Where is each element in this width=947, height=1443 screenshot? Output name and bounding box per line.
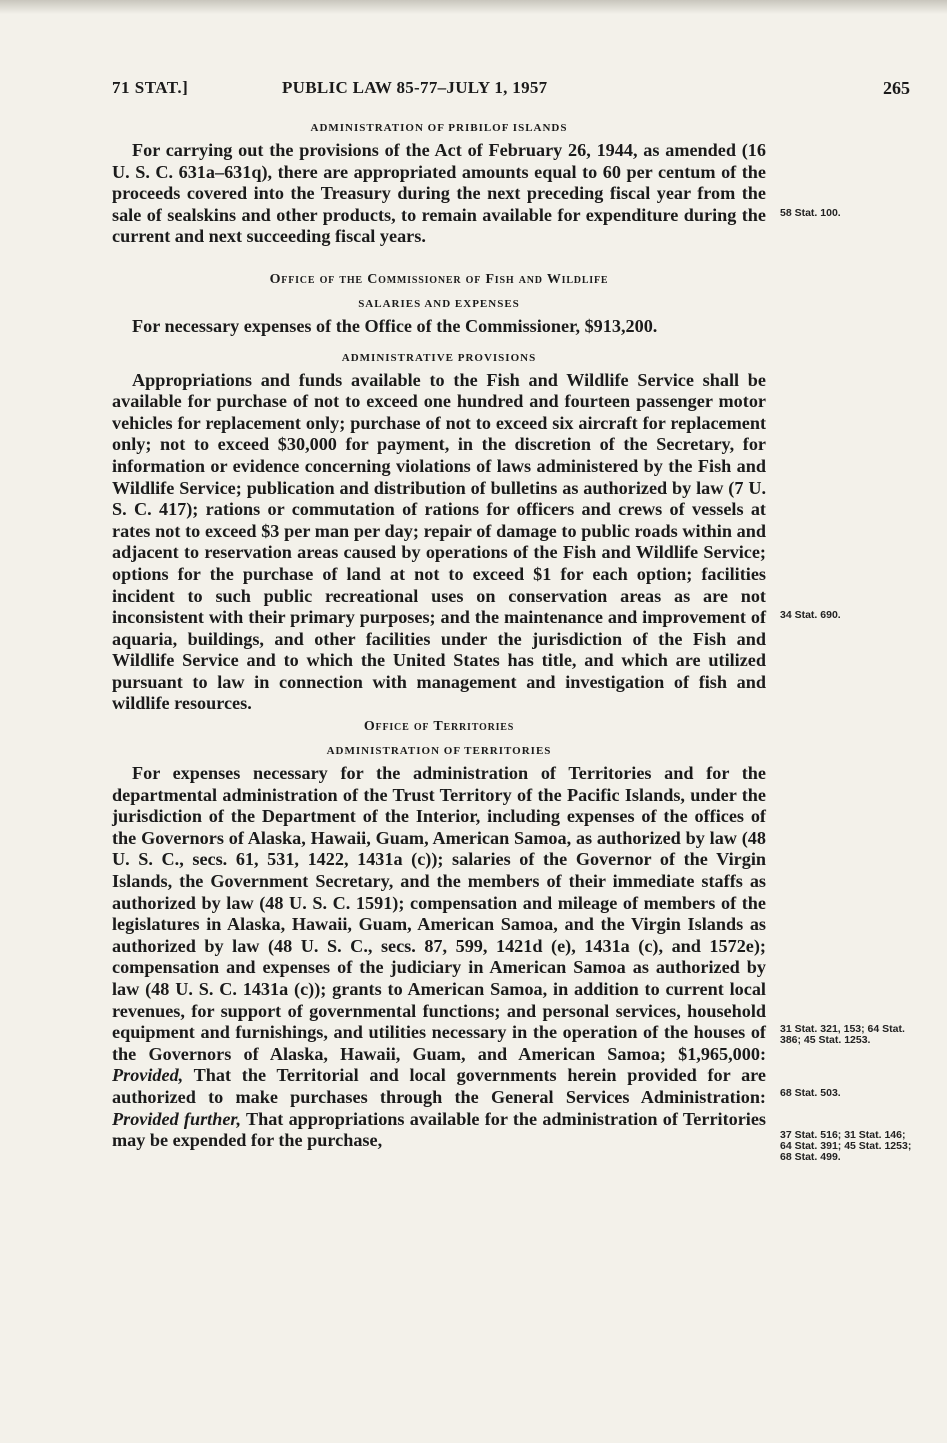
margin-note: 58 Stat. 100. bbox=[780, 207, 841, 219]
margin-note: 31 Stat. 321, 153; 64 Stat. 386; 45 Stat. 1253. bbox=[780, 1023, 905, 1046]
salaries-paragraph: For necessary expenses of the Office of the Commissioner, $913,200. bbox=[132, 315, 658, 336]
law-title: PUBLIC LAW 85-77–JULY 1, 1957 bbox=[282, 78, 548, 97]
territories-office-heading: Office of Territories bbox=[363, 719, 515, 735]
margin-note: 34 Stat. 690. bbox=[780, 609, 841, 621]
territories-text-1: For expenses necessary for the administration of Territories and for the departmental administration of the Trust Territory of the Pacific Islands, under the jurisdiction of the Department of the Interior, including expenses of the offices of the Governors of Alaska, Hawaii, Guam, American Samoa, as authorized by law (48 U. S. C., secs. 61, 531, 1422, 1431a (c)); salaries of the Governor of the Virgin Islands, the Government Secretary, and the members of their immediate staffs as authorized by law (48 U. S. C. 1591); compensation and mileage of members of the legislatures in Alaska, Hawaii, Guam, American Samoa, and the Virgin Islands as authorized by law (48 U. S. C., secs. 87, 599, 1421d (e), 1431a (c), and 1572e); compensation and expenses of the judiciary in American Samoa as authorized by law (48 U. S. C. 1431a (c)); grants to American Samoa, in addition to current local revenues, for support of governmental functions; and personal services, household equipment and furnishings, and utilities necessary in the operation of the houses of the Governors of Alaska, Hawaii, Guam, and American Samoa; $1,965,000: bbox=[112, 763, 766, 1064]
pribilof-heading: ADMINISTRATION OF PRIBILOF ISLANDS bbox=[310, 122, 568, 134]
scan-edge bbox=[0, 0, 947, 14]
admin-provisions-paragraph: Appropriations and funds available to the Fish and Wildlife Service shall be available for purchase of not to exceed one hundred and fourteen passenger motor vehicles for replacement only; purchase of not to exceed six aircraft for replacement only; not to exceed $30,000 for payment, in the discretion of the Secretary, for information or evidence concerning violations of laws administered by the Fish and Wildlife Service; publication and distribution of bulletins as authorized by law (7 U. S. C. 417); rations or commutation of rations for officers and crews of vessels at rates not to exceed $3 per man per day; repair of damage to public roads within and adjacent to reservation areas caused by operations of the Fish and Wildlife Service; options for the purchase of land at not to exceed $1 for each option; facilities incident to such public recreational uses on conservation areas as are not inconsistent with their primary purposes; and the maintenance and improvement of aquaria, buildings, and other facilities under the jurisdiction of the Fish and Wildlife Service and to which the United States has title, and which are utilized pursuant to law in connection with management and investigation of fish and wildlife resources. bbox=[112, 369, 766, 714]
pribilof-paragraph: For carrying out the provisions of the Act of February 26, 1944, as amended (16 U. S. C. 631a–631q), there are appropriated amounts equal to 60 per centum of the proceeds covered into the Treasury during the next preceding fiscal year from the sale of sealskins and other products, to remain available for expenditure during the current and next succeeding fiscal years. bbox=[112, 140, 766, 247]
statute-volume: 71 STAT.] bbox=[112, 78, 189, 97]
territories-heading: ADMINISTRATION OF TERRITORIES bbox=[326, 745, 552, 758]
territories-text-2: That the Territorial and local governments herein provided for are authorized to make purchases through the General Services Administration: bbox=[112, 1065, 766, 1107]
territories-text-3: That appropriations available for the administration of Territories may be expended for the purchase, bbox=[112, 1108, 767, 1151]
territories-paragraph bbox=[112, 763, 766, 1152]
provided-italic: Provided, bbox=[112, 1065, 184, 1086]
fish-office-heading: Office of the Commissioner of Fish and Wildlife bbox=[269, 271, 609, 287]
main-text bbox=[112, 118, 766, 1152]
page-number: 265 bbox=[883, 78, 910, 98]
provided-further-italic: Provided further, bbox=[112, 1108, 242, 1129]
running-header bbox=[112, 78, 910, 102]
salaries-heading: SALARIES AND EXPENSES bbox=[358, 297, 520, 310]
admin-provisions-heading: ADMINISTRATIVE PROVISIONS bbox=[341, 351, 537, 364]
margin-note: 68 Stat. 503. bbox=[780, 1087, 841, 1099]
margin-note: 37 Stat. 516; 31 Stat. 146; 64 Stat. 391; 45 Stat. 1253; 68 Stat. 499. bbox=[780, 1129, 912, 1163]
